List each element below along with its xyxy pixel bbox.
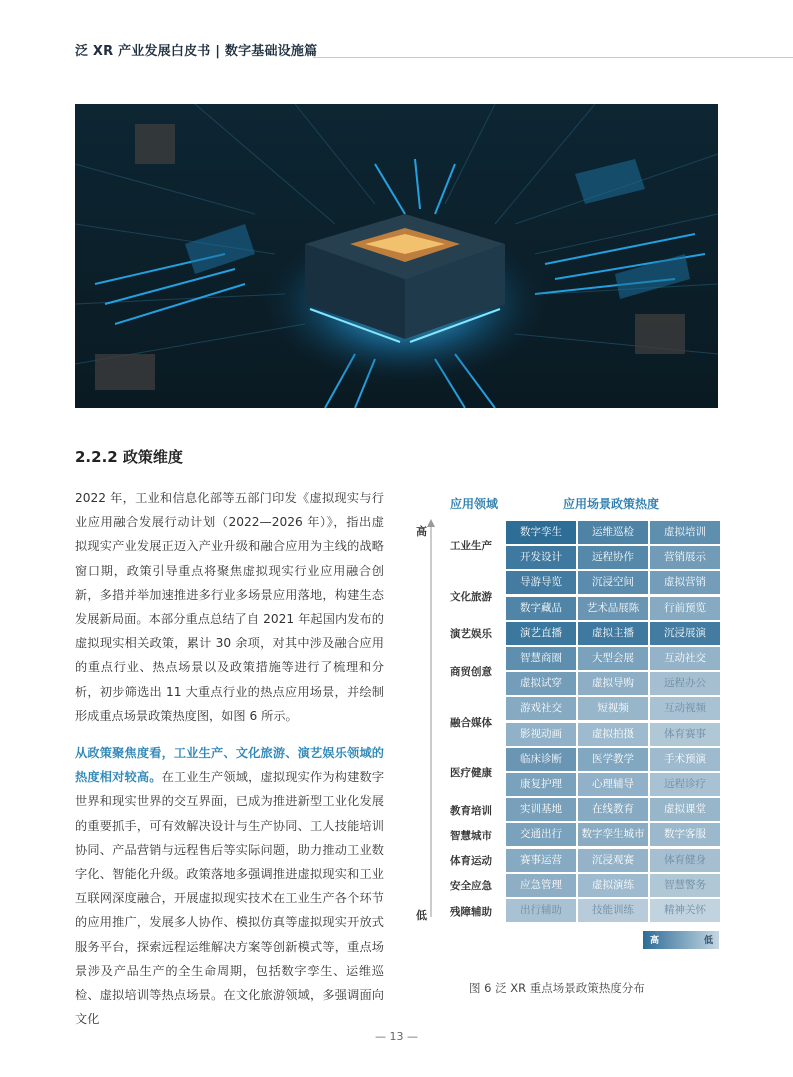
scenario-cell: 体育健身	[650, 849, 720, 872]
scenario-cell: 在线教育	[578, 798, 648, 821]
scenario-cell: 康复护理	[506, 773, 576, 796]
axis-high-label: 高	[416, 525, 427, 538]
scenario-cell: 体育赛事	[650, 723, 720, 746]
scenario-cell: 虚拟培训	[650, 521, 720, 544]
field-label: 智慧城市	[450, 830, 492, 842]
scenario-cell: 实训基地	[506, 798, 576, 821]
scenario-cell: 大型会展	[578, 647, 648, 670]
heat-axis-arrow	[426, 519, 436, 919]
field-label: 融合媒体	[450, 716, 492, 729]
scenario-cell: 虚拟演练	[578, 874, 648, 897]
scenario-cell: 远程协作	[578, 546, 648, 569]
scenario-cell: 短视频	[578, 697, 648, 720]
field-label: 体育运动	[450, 855, 492, 868]
scenario-cell: 沉浸展演	[650, 622, 720, 645]
field-label: 演艺娱乐	[450, 628, 492, 641]
scenario-cell: 应急管理	[506, 874, 576, 897]
scenario-cell: 精神关怀	[650, 899, 720, 922]
scenario-cell: 出行辅助	[506, 899, 576, 922]
page-header	[75, 40, 793, 62]
section-title: 2.2.2 政策维度	[75, 448, 183, 466]
scenario-cell: 虚拟主播	[578, 622, 648, 645]
axis-low-label: 低	[416, 909, 427, 922]
scenario-cell: 赛事运营	[506, 849, 576, 872]
scenario-cell: 游戏社交	[506, 697, 576, 720]
policy-heat-chart	[410, 495, 730, 955]
scenario-cell: 心理辅导	[578, 773, 648, 796]
scenario-cell: 影视动画	[506, 723, 576, 746]
scenario-cell: 虚拟试穿	[506, 672, 576, 695]
scenario-cell: 手术预演	[650, 748, 720, 771]
field-label: 文化旅游	[450, 590, 492, 603]
scenario-cell: 交通出行	[506, 823, 576, 846]
body-paragraph-2	[75, 741, 384, 1031]
scenario-cell: 数字孪生城市	[578, 823, 648, 846]
scenario-cell: 虚拟拍摄	[578, 723, 648, 746]
body-paragraph-1: 2022 年，工业和信息化部等五部门印发《虚拟现实与行业应用融合发展行动计划（2022—2026 年）》，指出虚拟现实产业发展正迈入产业升级和融合应用为主线的战略窗口期，政策引导重点将聚焦虚拟现实行业应用融合创新，多措并举加速推进多行业多场景应用落地，构建生态发展新局面。本部分重点总结了自 2021 年起国内发布的虚拟现实相关政策，累计 30 余项，对其中涉及融合应用的重点行业、热点场景以及政策措施等进行了梳理和分析，初步筛选出 11 大重点行业的热点应用场景，并绘制形成重点场景政策热度图，如图 6 所示。	[75, 491, 384, 723]
paragraph-body: 在工业生产领域，虚拟现实作为构建数字世界和现实世界的交互界面，已成为推进新型工业化发展的重要抓手，可有效解决设计与生产协同、工人技能培训协同、产品营销与远程售后等实际问题，助力推动工业数字化、智能化升级。政策落地多强调推进虚拟现实和工业互联网深度融合，开展虚拟现实技术在工业生产各个环节的应用推广，发展多人协作、模拟仿真等虚拟现实开放式服务平台，探索远程运维解决方案等创新模式等，重点场景涉及产品生产的全生命周期，包括数字孪生、运维巡检、虚拟培训等热点场景。在文化旅游领域，多强调面向文化	[75, 770, 385, 1027]
scenario-cell: 沉浸观赛	[578, 849, 648, 872]
page-number: — 13 —	[375, 1030, 418, 1043]
scenario-cell: 远程办公	[650, 672, 720, 695]
col-header-field: 应用领域	[450, 497, 499, 511]
circuit-chip-illustration	[75, 104, 718, 408]
scenario-cell: 数字孪生	[506, 521, 576, 544]
legend-high-label: 高	[650, 936, 660, 946]
scenario-cell: 演艺直播	[506, 622, 576, 645]
scenario-cell: 营销展示	[650, 546, 720, 569]
field-label: 教育培训	[450, 804, 492, 817]
scenario-cell: 互动视频	[650, 697, 720, 720]
scenario-cell: 智慧商圈	[506, 647, 576, 670]
hero-image	[75, 104, 718, 408]
scenario-cell: 运维巡检	[578, 521, 648, 544]
scenario-cell: 艺术品展陈	[578, 597, 648, 620]
scenario-cell: 沉浸空间	[578, 571, 648, 594]
field-label: 工业生产	[450, 540, 492, 553]
scenario-cell: 互动社交	[650, 647, 720, 670]
field-label: 医疗健康	[450, 767, 492, 779]
scenario-cell: 虚拟营销	[650, 571, 720, 594]
field-label: 残障辅助	[450, 905, 492, 918]
header-rule	[313, 57, 793, 58]
scenario-cell: 虚拟课堂	[650, 798, 720, 821]
figure-caption: 图 6 泛 XR 重点场景政策热度分布	[469, 981, 645, 995]
scenario-cell: 医学教学	[578, 748, 648, 771]
paragraph-highlight: 从政策聚焦度看，工业生产、文化旅游、演艺娱乐领域的热度相对较高。	[75, 746, 384, 785]
scenario-cell: 技能训练	[578, 899, 648, 922]
scenario-cell: 行前预览	[650, 597, 720, 620]
scenario-cell: 数字客服	[650, 823, 720, 846]
scenario-cell: 虚拟导购	[578, 672, 648, 695]
field-label: 安全应急	[450, 880, 492, 893]
col-header-heat: 应用场景政策热度	[563, 497, 660, 511]
header-title: 泛 XR 产业发展白皮书 | 数字基础设施篇	[75, 44, 318, 59]
scenario-cell: 开发设计	[506, 546, 576, 569]
legend-low-label: 低	[704, 936, 714, 946]
scenario-cell: 临床诊断	[506, 748, 576, 771]
scenario-cell: 导游导览	[506, 571, 576, 594]
scenario-cell: 数字藏品	[506, 597, 576, 620]
scenario-cell: 远程诊疗	[650, 773, 720, 796]
field-label: 商贸创意	[450, 666, 492, 679]
scenario-cell: 智慧警务	[650, 874, 720, 897]
